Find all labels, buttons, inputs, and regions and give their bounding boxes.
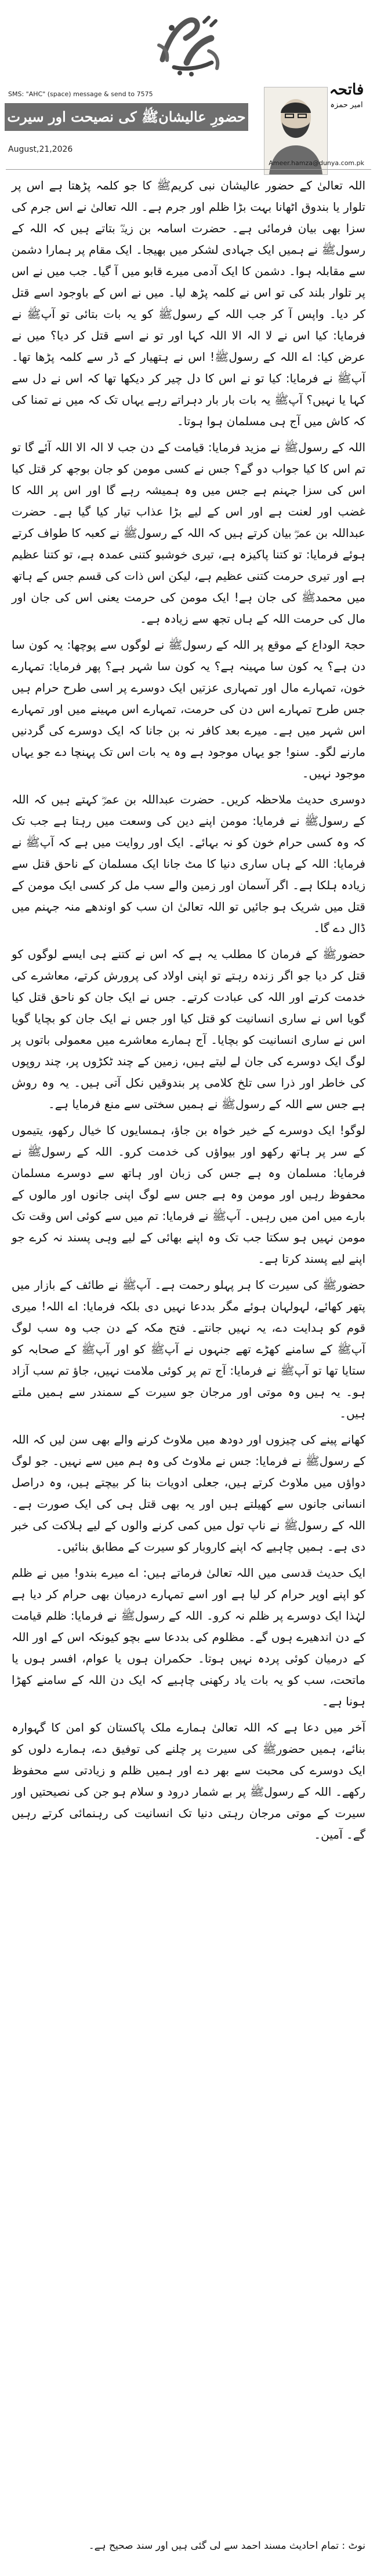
paragraph: حضورﷺ کی سیرت کا ہر پہلو رحمت ہے۔ آپﷺ نے طائف کے بازار میں پتھر کھائے، لہولہان ہوئے مگر بددعا نہیں دی بلکہ فرمایا: اے اللہ! میری قوم کو ہدایت دے، یہ نہیں جانتے۔ فتح مکہ کے دن جب وہ سب لوگ آپﷺ کے سامنے کھڑے تھے جنہوں نے آپﷺ کو اور آپﷺ کے صحابہ کو ستایا تھا تو آپﷺ نے فرمایا: آج تم پر کوئی ملامت نہیں، جاؤ تم سب آزاد ہو۔ یہ ہیں وہ موتی اور مرجان جو سیرت کے سمندر سے ہمیں ملتے ہیں۔ [12, 1278, 365, 1420]
paragraph: دوسری حدیث ملاحظہ کریں۔ حضرت عبداللہ بن عمرؓ کہتے ہیں کہ اللہ کے رسولﷺ نے فرمایا: مومن اپنے دین کی وسعت میں رہتا ہے جب تک کہ وہ کسی حرام خون کو نہ بہائے۔ ایک اور روایت میں ہے کہ آپﷺ نے فرمایا: اللہ کے ہاں ساری دنیا کا مٹ جانا ایک مسلمان کے ناحق قتل سے زیادہ ہلکا ہے۔ اگر آسمان اور زمین والے سب مل کر کسی ایک مومن کے قتل میں شریک ہو جائیں تو اللہ تعالیٰ ان سب کو اوندھے منہ جہنم میں ڈال دے گا۔ [12, 792, 365, 935]
dunya-logo-mark [151, 5, 226, 80]
publish-date: August,21,2026 [8, 145, 73, 154]
paragraph: لوگو! ایک دوسرے کے خیر خواہ بن جاؤ، ہمسایوں کا خیال رکھو، یتیموں کے سر پر ہاتھ رکھو اور بیواؤں کی خدمت کرو۔ اللہ کے رسولﷺ نے فرمایا: مسلمان وہ ہے جس کی زبان اور ہاتھ سے دوسرے مسلمان محفوظ رہیں اور مومن وہ ہے جس سے لوگ اپنی جانوں اور مالوں کے بارے میں امن میں رہیں۔ آپﷺ نے فرمایا: تم میں سے کوئی اس وقت تک مومن نہیں ہو سکتا جب تک وہ اپنے بھائی کے لیے وہی پسند نہ کرے جو اپنے لیے پسند کرتا ہے۔ [12, 1123, 365, 1266]
paragraph: ایک حدیث قدسی میں اللہ تعالیٰ فرماتے ہیں: اے میرے بندو! میں نے ظلم کو اپنے اوپر حرام کر لیا ہے اور اسے تمہارے درمیان بھی حرام کر دیا ہے لہٰذا ایک دوسرے پر ظلم نہ کرو۔ اللہ کے رسولﷺ نے فرمایا: ظلم قیامت کے دن اندھیرے ہوں گے۔ مظلوم کی بددعا سے بچو کیونکہ اس کے اور اللہ کے درمیان کوئی پردہ نہیں ہوتا۔ حکمران ہوں یا عوام، افسر ہوں یا ماتحت، سب کو یہ بات یاد رکھنی چاہیے کہ ایک دن اللہ کے سامنے کھڑا ہونا ہے۔ [12, 1566, 365, 1708]
header-divider [6, 169, 371, 170]
paragraph: اللہ کے رسولﷺ نے مزید فرمایا: قیامت کے دن جب لا الہ الا اللہ آئے گا تو تم اس کا کیا جواب دو گے؟ جس نے کسی مومن کو جان بوجھ کر قتل کیا اس کی سزا جہنم ہے جس میں وہ ہمیشہ رہے گا اور اس پر اللہ کا غضب اور لعنت ہے اور اس کے لیے بڑا عذاب تیار کیا گیا ہے۔ حضرت عبداللہ بن عمرؓ بیان کرتے ہیں کہ اللہ کے رسولﷺ نے کعبہ کا طواف کرتے ہوئے فرمایا: تو کتنا پاکیزہ ہے، تیری خوشبو کتنی عمدہ ہے، تو کتنا عظیم ہے اور تیری حرمت کتنی عظیم ہے، لیکن اس ذات کی قسم جس کے ہاتھ میں محمدﷺ کی جان ہے! ایک مومن کی حرمت یعنی اس کی جان اور مال کی حرمت اللہ کے ہاں تجھ سے زیادہ ہے۔ [12, 440, 365, 626]
column-name: فاتحہ [329, 81, 364, 98]
paragraph: اللہ تعالیٰ کے حضور عالیشان نبی کریمﷺ کا جو کلمہ پڑھتا ہے اس پر تلوار یا بندوق اٹھانا بہت بڑا ظلم اور جرم ہے۔ اللہ تعالیٰ نے اس جرم کی سزا بھی بیان فرمائی ہے۔ حضرت اسامہ بن زیدؓ بتاتے ہیں کہ اللہ کے رسولﷺ نے ہمیں ایک جہادی لشکر میں بھیجا۔ ایک مقام پر ہمارا دشمن سے مقابلہ ہوا۔ دشمن کا ایک آدمی میرے قابو میں آ گیا۔ جب میں نے اس پر تلوار بلند کی تو اس نے کلمہ پڑھ لیا۔ میں نے اس کے باوجود اسے قتل کر دیا۔ واپس آ کر جب اللہ کے رسولﷺ کو یہ بات بتائی تو آپﷺ نے فرمایا: کیا اس نے لا الہ الا اللہ کہا اور تو نے اسے قتل کر دیا؟ میں نے عرض کیا: اے اللہ کے رسولﷺ! اس نے ہتھیار کے ڈر سے کلمہ پڑھا تھا۔ آپﷺ نے فرمایا: کیا تو نے اس کا دل چیر کر دیکھا تھا کہ اس نے دل سے کہا یا نہیں؟ آپﷺ یہ بات بار بار دہراتے رہے یہاں تک کہ میں نے تمنا کی کہ کاش میں آج ہی مسلمان ہوا ہوتا۔ [12, 178, 365, 428]
dunya-logo [151, 5, 226, 80]
paragraph: حضورﷺ کے فرمان کا مطلب یہ ہے کہ اس نے کتنے ہی ایسے لوگوں کو قتل کر دیا جو اگر زندہ رہتے تو اپنی اولاد کی پرورش کرتے، معاشرے کی خدمت کرتے اور اللہ کی عبادت کرتے۔ جس نے ایک جان کو ناحق قتل کیا گویا اس نے ساری انسانیت کو قتل کیا اور جس نے ایک جان کو بچایا گویا اس نے ساری انسانیت کو بچایا۔ آج ہمارے معاشرے میں معمولی باتوں پر لوگ ایک دوسرے کی جان لے لیتے ہیں، زمین کے چند ٹکڑوں پر، چند روپوں کی خاطر اور ذرا سی تلخ کلامی پر بندوقیں نکل آتی ہیں۔ یہ وہ روش ہے جس سے اللہ کے رسولﷺ نے ہمیں سختی سے منع فرمایا ہے۔ [12, 947, 365, 1111]
article-title: حضورِ عالیشانﷺ کی نصیحت اور سیرت کے موتی مرجان [5, 103, 248, 131]
sms-line: SMS: "AHC" (space) message & send to 7575 [8, 90, 153, 98]
paragraph: کھانے پینے کی چیزوں اور دودھ میں ملاوٹ کرنے والے بھی سن لیں کہ اللہ کے رسولﷺ نے فرمایا: جس نے ملاوٹ کی وہ ہم میں سے نہیں۔ جو لوگ دواؤں میں ملاوٹ کرتے ہیں، جعلی ادویات بنا کر بیچتے ہیں، وہ دراصل انسانی جانوں سے کھیلتے ہیں اور یہ بھی قتل ہی کی ایک صورت ہے۔ اللہ کے رسولﷺ نے ناپ تول میں کمی کرنے والوں کے لیے ہلاکت کی خبر دی ہے۔ ہمیں چاہیے کہ اپنے کاروبار کو سیرت کے مطابق بنائیں۔ [12, 1433, 365, 1554]
paragraph: آخر میں دعا ہے کہ اللہ تعالیٰ ہمارے ملک پاکستان کو امن کا گہوارہ بنائے، ہمیں حضورﷺ کی سیرت پر چلنے کی توفیق دے، ہمارے دلوں کو ایک دوسرے کی محبت سے بھر دے اور ہمیں ظلم و زیادتی سے محفوظ رکھے۔ اللہ کے رسولﷺ پر بے شمار درود و سلام ہو جن کی نصیحتیں اور سیرت کے موتی مرجان رہتی دنیا تک انسانیت کی رہنمائی کرتے رہیں گے۔ آمین۔ [12, 1720, 365, 1841]
author-name: امیر حمزہ [330, 101, 363, 109]
paragraph: حجۃ الوداع کے موقع پر اللہ کے رسولﷺ نے لوگوں سے پوچھا: یہ کون سا دن ہے؟ یہ کون سا مہینہ ہے؟ یہ کون سا شہر ہے؟ پھر فرمایا: تمہارے خون، تمہارے مال اور تمہاری عزتیں ایک دوسرے پر اسی طرح حرام ہیں جس طرح تمہارے اس دن کی حرمت، تمہارے اس مہینے میں اور تمہارے اس شہر میں ہے۔ میرے بعد کافر نہ بن جانا کہ ایک دوسرے کی گردنیں مارنے لگو۔ سنو! جو یہاں موجود ہے وہ یہ بات اس تک پہنچا دے جو یہاں موجود نہیں۔ [12, 638, 365, 780]
columnist-labels [328, 81, 365, 109]
author-email: Ameer.hamza@dunya.com.pk [269, 159, 364, 167]
footnote: نوٹ : تمام احادیث مسند احمد سے لی گئی ہیں اور سند صحیح ہے۔ [88, 2540, 365, 2552]
masthead [0, 0, 377, 174]
article-body [12, 175, 365, 1850]
